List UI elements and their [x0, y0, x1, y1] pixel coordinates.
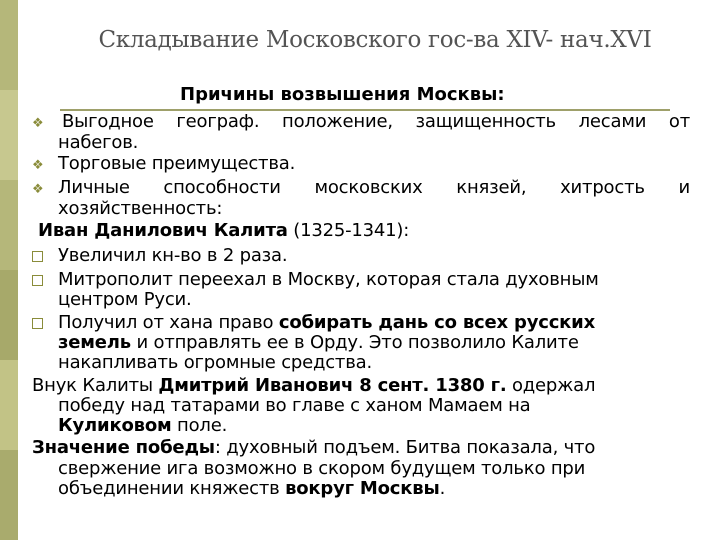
decorative-sidebar: [0, 0, 18, 540]
kalita-point-3-line2: земель и отправлять ее в Орду. Это позволило Калите: [58, 332, 579, 353]
significance-line3: объединении княжеств вокруг Москвы.: [58, 478, 446, 499]
square-bullet-icon: [32, 318, 43, 329]
significance-line2: свержение ига возможно в скором будущем только при: [58, 458, 586, 479]
kalita-point-3-line1: Получил от хана право собирать дань со всех русских: [58, 312, 596, 333]
square-bullet-icon: [32, 251, 43, 262]
reason-1-line1: Выгодное географ. положение, защищенность лесами от: [62, 111, 690, 132]
significance-line1: Значение победы: духовный подъем. Битва показала, что: [32, 437, 596, 458]
grandson-line3: Куликовом поле.: [58, 415, 228, 436]
grandson-line1: Внук Калиты Дмитрий Иванович 8 сент. 1380 г. одержал: [32, 375, 596, 396]
diamond-bullet-icon: ❖: [32, 116, 44, 131]
kalita-point-2-line1: Митрополит переехал в Москву, которая стала духовным: [58, 269, 599, 290]
diamond-bullet-icon: ❖: [32, 182, 44, 197]
reason-2: Торговые преимущества.: [58, 153, 296, 174]
kalita-point-3-line3: накапливать огромные средства.: [58, 352, 372, 373]
square-bullet-icon: [32, 275, 43, 286]
slide-title: Складывание Московского гос-ва XIV- нач.XVI: [98, 27, 652, 53]
reason-3-line1: Личные способности московских князей, хитрость и: [58, 177, 690, 198]
grandson-line2: победу над татарами во главе с ханом Мамаем на: [58, 395, 531, 416]
kalita-heading: Иван Данилович Калита (1325-1341):: [38, 220, 410, 241]
kalita-point-2-line2: центром Руси.: [58, 289, 192, 310]
diamond-bullet-icon: ❖: [32, 158, 44, 173]
section-heading: Причины возвышения Москвы:: [180, 84, 505, 105]
kalita-point-1: Увеличил кн-во в 2 раза.: [58, 245, 288, 266]
reason-1-line2: набегов.: [58, 132, 139, 153]
reason-3-line2: хозяйственность:: [58, 198, 223, 219]
